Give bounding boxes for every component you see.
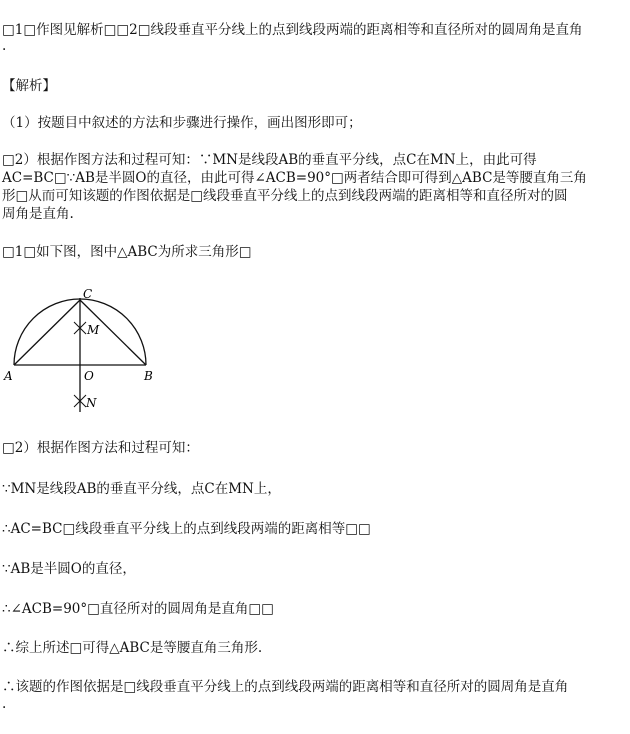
answer-line-end: . xyxy=(2,38,7,54)
solution2-step: ∵MN是线段AB的垂直平分线，点C在MN上， xyxy=(2,481,281,497)
label-m: M xyxy=(87,323,100,337)
solution2-intro: □2）根据作图方法和过程可知： xyxy=(2,440,199,456)
answer-line: □1□作图见解析□□2□线段垂直平分线上的点到线段两端的距离相等和直径所对的圆周角是直角 xyxy=(2,22,583,38)
solution2-step: ∴∠ACB=90°□直径所对的圆周角是直角□□ xyxy=(2,601,274,617)
segment-ac xyxy=(14,300,80,365)
part2-line: AC=BC□∵AB是半圆O的直径，由此可得∠ACB=90°□两者结合即可得到△ABC是等腰直角三角 xyxy=(2,170,587,186)
part2-line: □2）根据作图方法和过程可知：∵MN是线段AB的垂直平分线，点C在MN上，由此可得 xyxy=(2,152,537,168)
solution2-step: ∴综上所述□可得△ABC是等腰直角三角形. xyxy=(2,640,263,656)
geometry-figure xyxy=(0,282,170,422)
label-o: O xyxy=(84,369,94,383)
label-n: N xyxy=(86,396,97,410)
part2-line: 形□从而可知该题的作图依据是□线段垂直平分线上的点到线段两端的距离相等和直径所对的圆 xyxy=(2,188,568,204)
label-c: C xyxy=(83,287,93,301)
solution2-step: ∴AC=BC□线段垂直平分线上的点到线段两端的距离相等□□ xyxy=(2,521,371,537)
label-b: B xyxy=(144,369,153,383)
solution2-conclusion-end: . xyxy=(2,696,7,712)
solution2-conclusion: ∴该题的作图依据是□线段垂直平分线上的点到线段两端的距离相等和直径所对的圆周角是直角 xyxy=(2,679,569,695)
part1-description: （1）按题目中叙述的方法和步骤进行操作，画出图形即可； xyxy=(2,115,362,131)
label-a: A xyxy=(4,369,13,383)
analysis-header: 【解析】 xyxy=(2,78,56,94)
solution1-text: □1□如下图，图中△ABC为所求三角形□ xyxy=(2,244,252,260)
part2-line: 周角是直角. xyxy=(2,206,74,222)
solution2-step: ∵AB是半圆O的直径， xyxy=(2,561,136,577)
